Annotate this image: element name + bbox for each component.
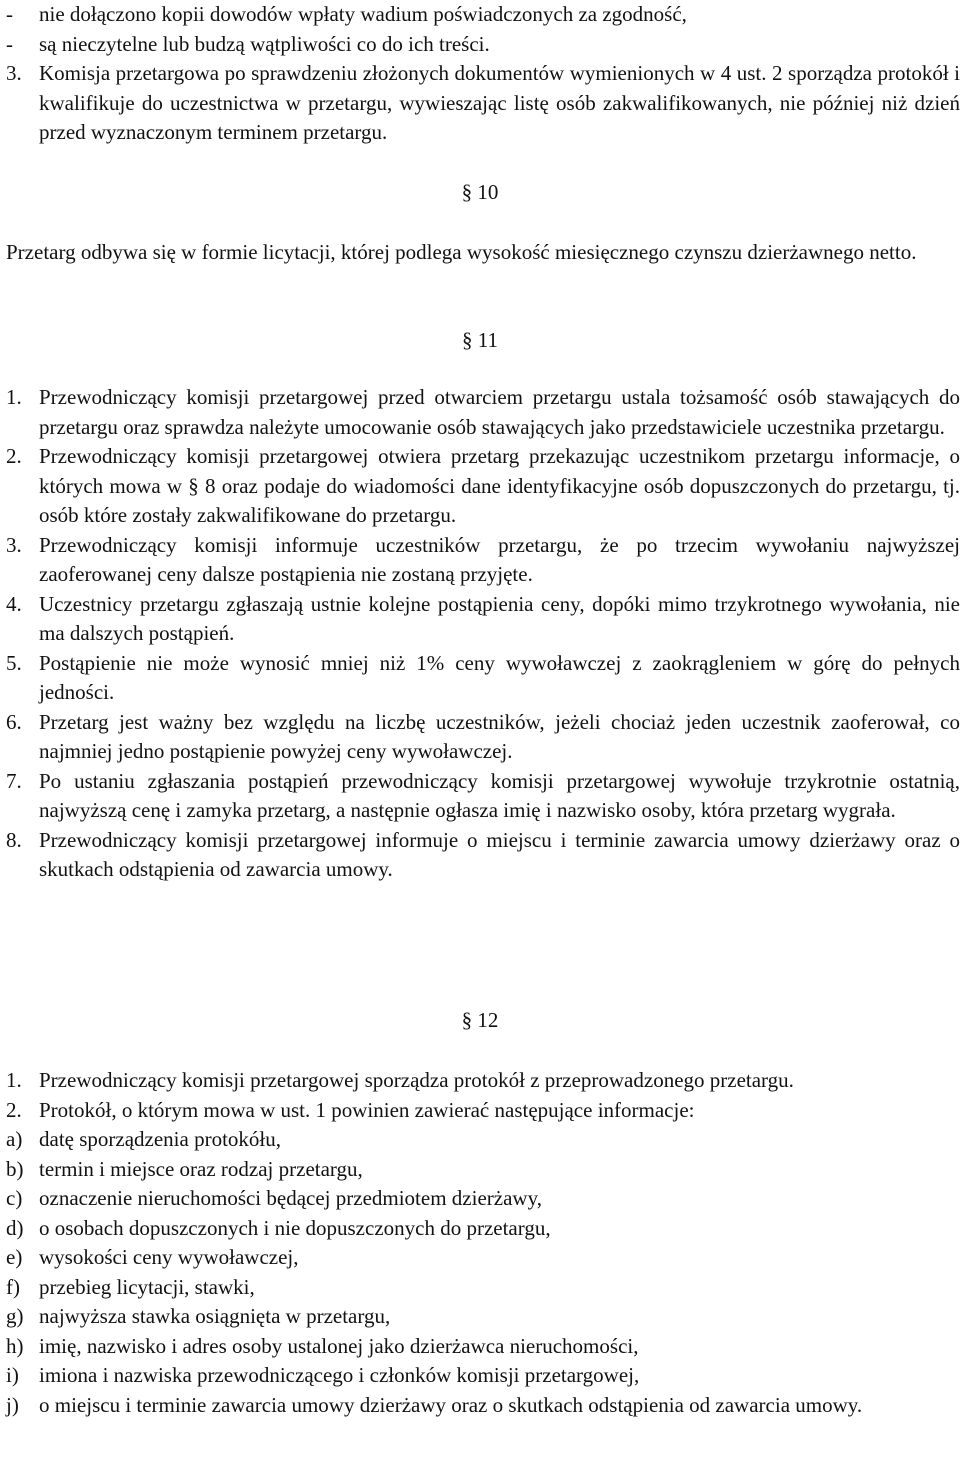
- list-item: [6, 708, 960, 767]
- item-marker: 4.: [6, 591, 22, 616]
- list-item: [6, 1066, 960, 1096]
- section-heading-text: § 10: [461, 180, 499, 204]
- item-marker: c): [6, 1186, 23, 1210]
- item-text: Przetarg jest ważny bez względu na liczbę uczestników, jeżeli chociaż jeden uczestnik zaoferował, co najmniej jedno postąpienie powyżej ceny wywoławczej.: [39, 709, 960, 763]
- section-10-heading: [0, 178, 960, 208]
- list-item: [6, 0, 960, 30]
- item-text: imiona i nazwiska przewodniczącego i członków komisji przetargowej,: [39, 1363, 640, 1387]
- item-marker: e): [6, 1245, 23, 1269]
- section-11-list: [6, 383, 960, 885]
- section-10-paragraph: Przetarg odbywa się w formie licytacji, której podlega wysokość miesięcznego czynszu dzierżawnego netto.: [6, 240, 917, 264]
- item-text: wysokości ceny wywoławczej,: [39, 1245, 299, 1269]
- item-marker: a): [6, 1127, 23, 1151]
- list-item: [6, 767, 960, 826]
- item-marker: j): [6, 1392, 19, 1417]
- item-text: oznaczenie nieruchomości będącej przedmiotem dzierżawy,: [39, 1186, 542, 1210]
- sub-list-item: [6, 1273, 960, 1303]
- list-item: [6, 59, 960, 148]
- item-text: datę sporządzenia protokółu,: [39, 1127, 281, 1151]
- list-item: [6, 30, 960, 60]
- list-item: [6, 649, 960, 708]
- item-marker: i): [6, 1363, 19, 1387]
- item-text: nie dołączono kopii dowodów wpłaty wadium poświadczonych za zgodność,: [39, 2, 687, 26]
- item-marker: 1.: [6, 385, 22, 409]
- item-marker: h): [6, 1333, 24, 1358]
- sub-list-item: [6, 1125, 960, 1155]
- list-item: [6, 383, 960, 442]
- item-text: Przewodniczący komisji przetargowej otwiera przetarg przekazując uczestnikom przetargu informacje, o których mowa w § 8 oraz podaje do wiadomości dane identyfikacyjne osób dopuszczonych do przetargu, tj. osób które zostały zakwalifikowane do przetargu.: [39, 444, 960, 527]
- item-text: najwyższa stawka osiągnięta w przetargu,: [39, 1304, 391, 1328]
- item-marker: f): [6, 1274, 20, 1299]
- sub-list-item: [6, 1391, 960, 1421]
- list-item: [6, 826, 960, 885]
- item-text: Po ustaniu zgłaszania postąpień przewodniczący komisji przetargowej wywołuje trzykrotnie ostatnią, najwyższą cenę i zamyka przetarg, a następnie ogłasza imię i nazwisko osoby, która przetarg wygrała.: [39, 768, 960, 822]
- item-marker: -: [6, 2, 13, 26]
- item-text: termin i miejsce oraz rodzaj przetargu,: [39, 1156, 363, 1181]
- item-text: Przewodniczący komisji przetargowej przed otwarciem przetargu ustala tożsamość osób stawających do przetargu oraz sprawdza należyte umocowanie osób stawających jako przedstawiciele uczestnika przetargu.: [39, 385, 960, 439]
- item-marker: 2.: [6, 1097, 22, 1122]
- item-text: Uczestnicy przetargu zgłaszają ustnie kolejne postąpienia ceny, dopóki mimo trzykrotnego wywołania, nie ma dalszych postąpień.: [39, 591, 960, 645]
- item-marker: b): [6, 1156, 24, 1181]
- sub-list-item: [6, 1214, 960, 1244]
- item-marker: 2.: [6, 444, 22, 468]
- item-marker: -: [6, 31, 13, 56]
- sub-list-item: [6, 1155, 960, 1185]
- item-marker: 3.: [6, 532, 22, 557]
- item-text: Postąpienie nie może wynosić mniej niż 1% ceny wywoławczej z zaokrągleniem w górę do pełnych jedności.: [39, 650, 960, 704]
- item-text: Przewodniczący komisji przetargowej sporządza protokół z przeprowadzonego przetargu.: [39, 1068, 794, 1092]
- item-text: Komisja przetargowa po sprawdzeniu złożonych dokumentów wymienionych w 4 ust. 2 sporządza protokół i kwalifikuje do uczestnictwa w przetargu, wywieszając listę osób zakwalifikowanych, nie później niż dzień przed wyznaczonym terminem przetargu.: [39, 61, 960, 144]
- item-text: Protokół, o którym mowa w ust. 1 powinien zawierać następujące informacje:: [39, 1097, 695, 1122]
- section-heading-text: § 12: [461, 1008, 499, 1032]
- item-text: imię, nazwisko i adres osoby ustalonej jako dzierżawca nieruchomości,: [39, 1333, 639, 1358]
- item-marker: 7.: [6, 768, 22, 793]
- list-item: [6, 442, 960, 531]
- section-12-list: [6, 1066, 960, 1420]
- item-marker: 8.: [6, 827, 22, 852]
- item-text: są nieczytelne lub budzą wątpliwości co do ich treści.: [39, 31, 490, 56]
- item-marker: 5.: [6, 650, 22, 675]
- section-12-heading: [0, 1006, 960, 1036]
- list-item: [6, 590, 960, 649]
- item-text: przebieg licytacji, stawki,: [39, 1274, 255, 1299]
- list-item: [6, 531, 960, 590]
- sub-list-item: [6, 1302, 960, 1332]
- item-text: Przewodniczący komisji informuje uczestników przetargu, że po trzecim wywołaniu najwyższej zaoferowanej ceny dalsze postąpienia nie zostaną przyjęte.: [39, 532, 960, 586]
- item-marker: d): [6, 1215, 24, 1240]
- sub-list-item: [6, 1243, 960, 1273]
- item-marker: 3.: [6, 61, 22, 85]
- section-heading-text: § 11: [462, 328, 498, 352]
- list-item: [6, 1096, 960, 1126]
- section-11-heading: [0, 326, 960, 356]
- item-marker: 1.: [6, 1068, 22, 1092]
- item-text: o miejscu i terminie zawarcia umowy dzierżawy oraz o skutkach odstąpienia od zawarcia umowy.: [39, 1392, 863, 1417]
- lead-list: [6, 0, 960, 148]
- item-text: Przewodniczący komisji przetargowej informuje o miejscu i terminie zawarcia umowy dzierżawy oraz o skutkach odstąpienia od zawarcia umowy.: [39, 827, 960, 881]
- item-marker: 6.: [6, 709, 22, 734]
- sub-list-item: [6, 1184, 960, 1214]
- item-marker: g): [6, 1304, 24, 1328]
- sub-list-item: [6, 1332, 960, 1362]
- item-text: o osobach dopuszczonych i nie dopuszczonych do przetargu,: [39, 1215, 551, 1240]
- sub-list-item: [6, 1361, 960, 1391]
